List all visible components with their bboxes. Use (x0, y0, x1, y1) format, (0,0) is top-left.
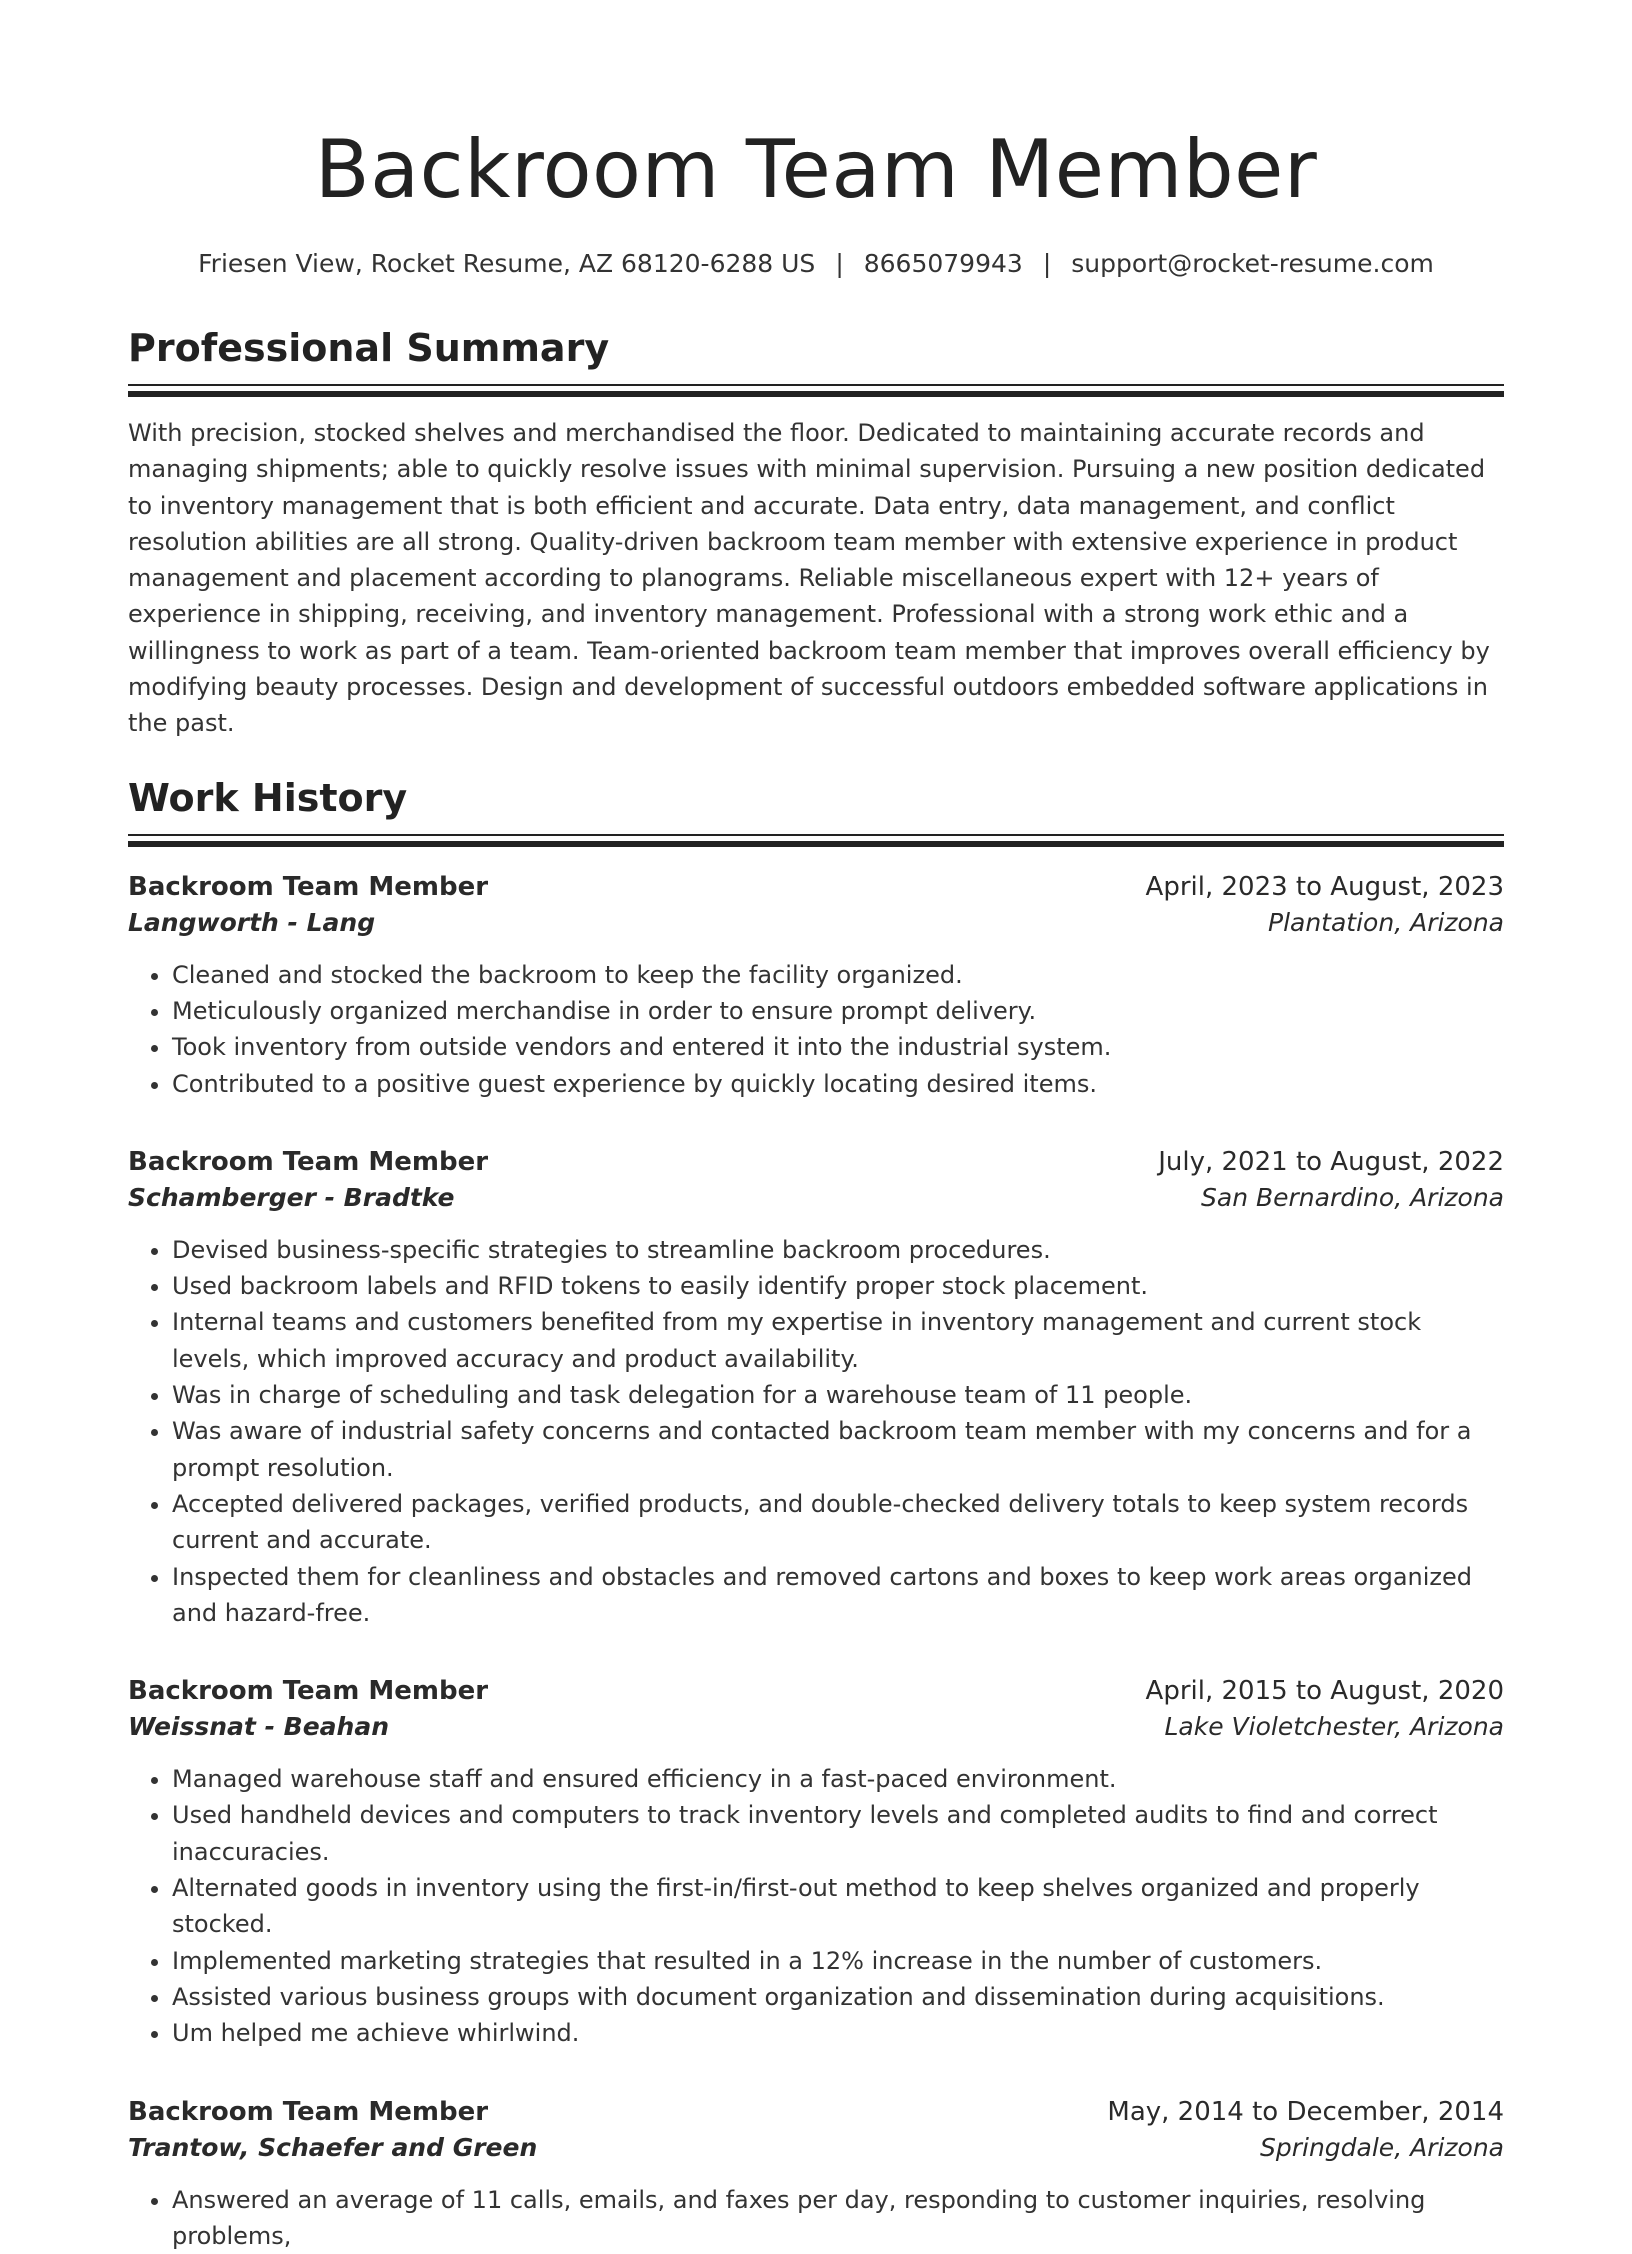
job-header-row (128, 869, 1504, 905)
job-bullet: • Managed warehouse staff and ensured efficiency in a fast-paced environment. (172, 1761, 1504, 1797)
job-company: Trantow, Schaefer and Green (128, 2130, 537, 2166)
section-divider (128, 834, 1504, 847)
contact-address: Friesen View, Rocket Resume, AZ 68120-6288 US (198, 249, 815, 278)
job-bullet: • Used backroom labels and RFID tokens to easily identify proper stock placement. (172, 1268, 1504, 1304)
job-entry (128, 2094, 1504, 2254)
job-bullet: • Took inventory from outside vendors and entered it into the industrial system. (172, 1029, 1504, 1065)
job-title: Backroom Team Member (128, 1673, 488, 1709)
job-company-row (128, 905, 1504, 941)
section-divider (128, 384, 1504, 397)
job-company: Langworth - Lang (128, 905, 375, 941)
job-bullet: • Cleaned and stocked the backroom to keep the facility organized. (172, 957, 1504, 993)
job-title: Backroom Team Member (128, 2094, 488, 2130)
job-bullet: • Contributed to a positive guest experience by quickly locating desired items. (172, 1066, 1504, 1102)
contact-separator: | (835, 248, 843, 280)
job-location: Springdale, Arizona (1260, 2130, 1504, 2166)
job-location: Lake Violetchester, Arizona (1165, 1709, 1505, 1745)
job-dates: April, 2023 to August, 2023 (1146, 869, 1504, 905)
contact-line (128, 248, 1504, 280)
job-entry (128, 1673, 1504, 2051)
job-title: Backroom Team Member (128, 1144, 488, 1180)
job-header-row (128, 1144, 1504, 1180)
job-entry (128, 869, 1504, 1102)
job-dates: May, 2014 to December, 2014 (1107, 2094, 1504, 2130)
job-bullet: • Alternated goods in inventory using the first-in/first-out method to keep shelves organized and properly stocked. (172, 1870, 1504, 1943)
job-bullets (128, 957, 1504, 1102)
job-company-row (128, 1709, 1504, 1745)
job-company: Weissnat - Beahan (128, 1709, 389, 1745)
resume-page (128, 118, 1504, 2254)
section-title-work-history: Work History (128, 774, 1504, 822)
job-bullet: • Internal teams and customers benefited from my expertise in inventory management and current stock levels, which improved accuracy and product availability. (172, 1304, 1504, 1377)
job-bullet: • Inspected them for cleanliness and obstacles and removed cartons and boxes to keep work areas organized and hazard-free. (172, 1559, 1504, 1632)
job-bullets (128, 1232, 1504, 1631)
contact-separator: | (1043, 248, 1051, 280)
job-bullet: • Um helped me achieve whirlwind. (172, 2015, 1504, 2051)
job-dates: July, 2021 to August, 2022 (1158, 1144, 1504, 1180)
job-company-row (128, 2130, 1504, 2166)
job-bullet: • Implemented marketing strategies that resulted in a 12% increase in the number of customers. (172, 1943, 1504, 1979)
job-bullet: • Accepted delivered packages, verified products, and double-checked delivery totals to keep system records current and accurate. (172, 1486, 1504, 1559)
job-bullet: • Meticulously organized merchandise in order to ensure prompt delivery. (172, 993, 1504, 1029)
contact-email: support@rocket-resume.com (1071, 249, 1434, 278)
job-bullet: • Assisted various business groups with document organization and dissemination during acquisitions. (172, 1979, 1504, 2015)
job-header-row (128, 1673, 1504, 1709)
contact-phone: 8665079943 (864, 249, 1023, 278)
job-bullets (128, 2182, 1504, 2254)
job-dates: April, 2015 to August, 2020 (1146, 1673, 1504, 1709)
job-bullets (128, 1761, 1504, 2051)
job-bullet: • Answered an average of 11 calls, emails, and faxes per day, responding to customer inquiries, resolving problems, (172, 2182, 1504, 2254)
job-location: San Bernardino, Arizona (1201, 1180, 1504, 1216)
job-bullet: • Used handheld devices and computers to track inventory levels and completed audits to find and correct inaccuracies. (172, 1797, 1504, 1870)
job-location: Plantation, Arizona (1268, 905, 1504, 941)
job-title: Backroom Team Member (128, 869, 488, 905)
candidate-name: Backroom Team Member (128, 118, 1504, 222)
job-bullet: • Was aware of industrial safety concerns and contacted backroom team member with my concerns and for a prompt resolution. (172, 1413, 1504, 1486)
professional-summary-section (128, 324, 1504, 742)
job-bullet: • Devised business-specific strategies to streamline backroom procedures. (172, 1232, 1504, 1268)
job-entry (128, 1144, 1504, 1631)
work-history-section (128, 774, 1504, 2254)
job-bullet: • Was in charge of scheduling and task delegation for a warehouse team of 11 people. (172, 1377, 1504, 1413)
job-company: Schamberger - Bradtke (128, 1180, 454, 1216)
job-company-row (128, 1180, 1504, 1216)
summary-text: With precision, stocked shelves and merchandised the floor. Dedicated to maintaining accurate records and managing shipments; able to quickly resolve issues with minimal supervision. Pursuing a new position dedicated to inventory management that is both efficient and accurate. Data entry, data management, and conflict resolution abilities are all strong. Quality-driven backroom team member with extensive experience in product management and placement according to planograms. Reliable miscellaneous expert with 12+ years of experience in shipping, receiving, and inventory management. Professional with a strong work ethic and a willingness to work as part of a team. Team-oriented backroom team member that improves overall efficiency by modifying beauty processes. Design and development of successful outdoors embedded software applications in the past. (128, 415, 1504, 742)
section-title-professional-summary: Professional Summary (128, 324, 1504, 372)
